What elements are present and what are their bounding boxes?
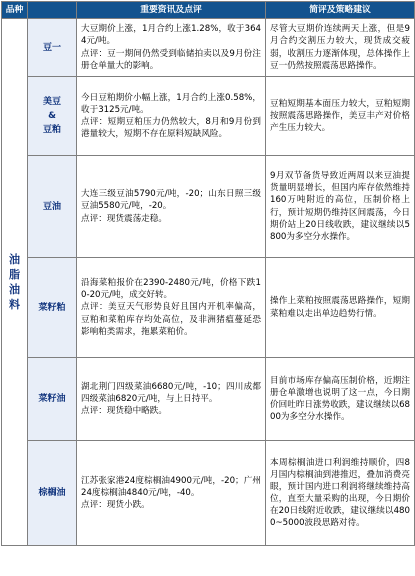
news-cell [77,258,266,358]
strategy-text: 9月双节备货导致近两周以来豆油提货量明显增长，但国内库存依然维持160万吨附近的高位，压制价格上行，预计短期仍维持区间震荡，今日期价站上20日线收跌，建议继续以5800为多空分水操作。 [270,171,410,242]
news-text: 大连三级豆油5790元/吨，-20；山东日照三级豆油5580元/吨，-20。 点评：现货震荡走稳。 [81,189,261,224]
table-row [2,77,415,156]
news-text: 沿海菜粕报价在2390-2480元/吨，价格下跌10-20元/吨，成交好转。 点评：美豆天气形势良好且国内开机率偏高，豆粕和菜粕库存均处高位，及非洲猪瘟蔓延恐影响粕类需求，拖累菜粕价。 [81,278,261,337]
product-cell: 菜籽油 [28,358,77,441]
strategy-text: 尽管大豆期价连续两天上涨，但是9月合约交割压力较大，现货成交疲弱，收割压力逐渐体现，总体操作上豆一仍然按照震荡思路操作。 [270,24,410,71]
product-cell [28,77,77,156]
news-text: 江苏张家港24度棕榈油4900元/吨，-20；广州24度棕榈油4840元/吨，-40。 点评：现货小跌。 [81,475,261,511]
news-cell [77,77,266,156]
header-news: 重要资讯及点评 [77,2,266,19]
strategy-text: 操作上菜粕按照震荡思路操作，短期菜粕难以走出单边趋势行情。 [270,296,410,319]
table-header-row [2,2,415,19]
table-row [2,441,415,546]
table-row [2,358,415,441]
strategy-cell [266,358,415,441]
table-row [2,258,415,358]
news-text: 今日豆粕期价小幅上涨，1月合约上涨0.58%，收于3125元/吨。 点评：短期豆粕压力仍然较大，8月和9月份到港量较大，短期不存在原料短缺风险。 [81,92,261,140]
strategy-cell [266,156,415,258]
product-line: 豆粕 [42,125,61,135]
news-cell [77,358,266,441]
strategy-text: 豆粕短期基本面压力较大，豆粕短期按照震荡思路操作，美豆丰产对价格产生压力较大。 [270,98,410,134]
table-row [2,19,415,77]
strategy-cell [266,441,415,546]
strategy-cell [266,19,415,77]
table-row [2,156,415,258]
news-cell [77,441,266,546]
news-text: 湖北荆门四级菜油6680元/吨，-10；四川成都四级菜油6820元/吨，与上日持平。 点评：现货稳中略跌。 [81,381,261,417]
strategy-text: 目前市场库存偏高压制价格，近期注册仓单激增也说明了这一点，今日期价回吐昨日涨势收跌，建议继续以6800为多空分水操作。 [270,375,410,423]
news-text: 大豆期价上涨，1月合约上涨1.28%，收于3644元/吨。 点评：豆一期间仍然受到临储拍卖以及9月份注册仓单量大的影响。 [81,24,261,71]
strategy-cell [266,258,415,358]
strategy-cell [266,77,415,156]
news-cell [77,19,266,77]
header-product-blank [28,2,77,19]
category-label: 油脂油料 [9,253,20,311]
category-cell [2,19,28,546]
strategy-text: 本周棕榈油进口利润维持顺价，四8月国内棕榈油到港推迟，叠加消费亮眼，预计国内进口利润将继续维持高位，直至大量采购的出现，今日期价在20日线附近收跌，建议继续以4800~5000波段思路对待。 [270,457,410,529]
header-category: 品种 [2,2,28,19]
commodity-report-table [1,1,415,546]
product-cell: 菜籽粕 [28,258,77,358]
product-line: & [48,111,56,121]
product-cell: 棕榈油 [28,441,77,546]
header-strategy: 简评及策略建议 [266,2,415,19]
product-line: 美豆 [42,97,61,107]
product-cell: 豆一 [28,19,77,77]
product-cell: 豆油 [28,156,77,258]
news-cell [77,156,266,258]
